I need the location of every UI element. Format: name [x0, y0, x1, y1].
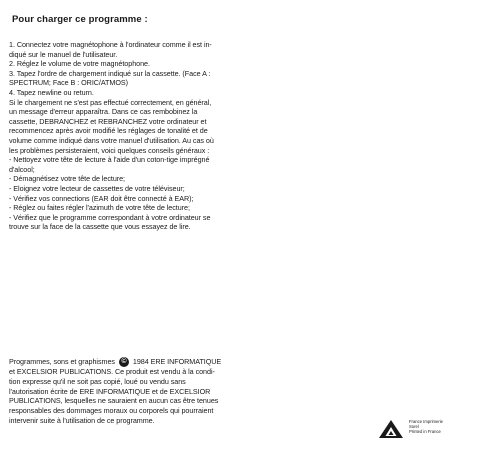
instruction-line: - Réglez ou faites régler l'azimuth de votre tête de lecture;: [9, 203, 190, 213]
printed-in-label: Printed in France: [409, 429, 441, 434]
credits-line: intervenir suite à l'utilisation de ce programme.: [9, 416, 155, 426]
credits-line: tion expresse qu'il ne soit pas copié, loué ou vendu sans: [9, 376, 186, 386]
credits-year-company: 1984 ERE INFORMATIQUE: [132, 357, 222, 366]
instruction-line: SPECTRUM; Face B : ORIC/ATMOS): [9, 78, 128, 88]
instruction-line: Si le chargement ne s'est pas effectué correctement, en général,: [9, 97, 212, 107]
printer-name: France Imprimerie: [409, 419, 443, 424]
copyright-notice: [9, 357, 277, 426]
instruction-line: trouve sur la face de la cassette que vous essayez de lire.: [9, 222, 191, 232]
instruction-line: 2. Réglez le volume de votre magnétophone.: [9, 59, 150, 69]
copyright-icon: ©: [119, 357, 129, 367]
printer-mark: [378, 419, 443, 439]
credits-line: et EXCELSIOR PUBLICATIONS. Ce produit est vendu à la condi-: [9, 367, 215, 377]
printer-credit: [409, 419, 443, 434]
instruction-line: - Eloignez votre lecteur de cassettes de votre téléviseur;: [9, 183, 185, 193]
instruction-line: volume comme indiqué dans votre manuel d'utilisation. Au cas où: [9, 135, 214, 145]
instruction-line: 1. Connectez votre magnétophone à l'ordinateur comme il est in-: [9, 40, 212, 49]
credits-line: PUBLICATIONS, lesquelles ne sauraient en aucun cas être tenues: [9, 396, 219, 406]
credits-prefix: Programmes, sons et graphismes: [9, 357, 115, 366]
page-title: Pour charger ce programme :: [12, 14, 148, 25]
instruction-line: les problèmes persisteraient, voici quelques conseils généraux :: [9, 145, 210, 155]
instruction-line: - Vérifiez que le programme correspondant à votre ordinateur se: [9, 212, 211, 222]
instruction-line: d'alcool;: [9, 164, 35, 174]
instruction-line: recommencez après avoir modifié les réglages de tonalité et de: [9, 126, 208, 136]
instruction-line: cassette, DEBRANCHEZ et REBRANCHEZ votre ordinateur et: [9, 116, 207, 126]
instruction-line: 3. Tapez l'ordre de chargement indiqué sur la cassette. (Face A :: [9, 68, 211, 78]
instruction-line: - Vérifiez vos connections (EAR doit être connecté à EAR);: [9, 193, 194, 203]
instruction-line: un message d'erreur apparaîtra. Dans ce cas rembobinez la: [9, 107, 198, 117]
credits-first-line: [9, 357, 277, 367]
credits-line: responsables des dommages moraux ou corporels qui pourraient: [9, 406, 214, 416]
instruction-line: 4. Tapez newline ou return.: [9, 87, 94, 97]
instruction-line: diqué sur le manuel de l'utilisateur.: [9, 49, 118, 59]
printer-city: Sorel: [409, 424, 419, 429]
instruction-line: - Démagnétisez votre tête de lecture;: [9, 174, 126, 184]
instruction-line: - Nettoyez votre tête de lecture à l'aide d'un coton-tige imprégné: [9, 155, 210, 165]
credits-line: l'autorisation écrite de ERE INFORMATIQUE et de EXCELSIOR: [9, 386, 211, 396]
loading-instructions: [9, 40, 277, 232]
printer-logo-icon: [378, 419, 404, 439]
